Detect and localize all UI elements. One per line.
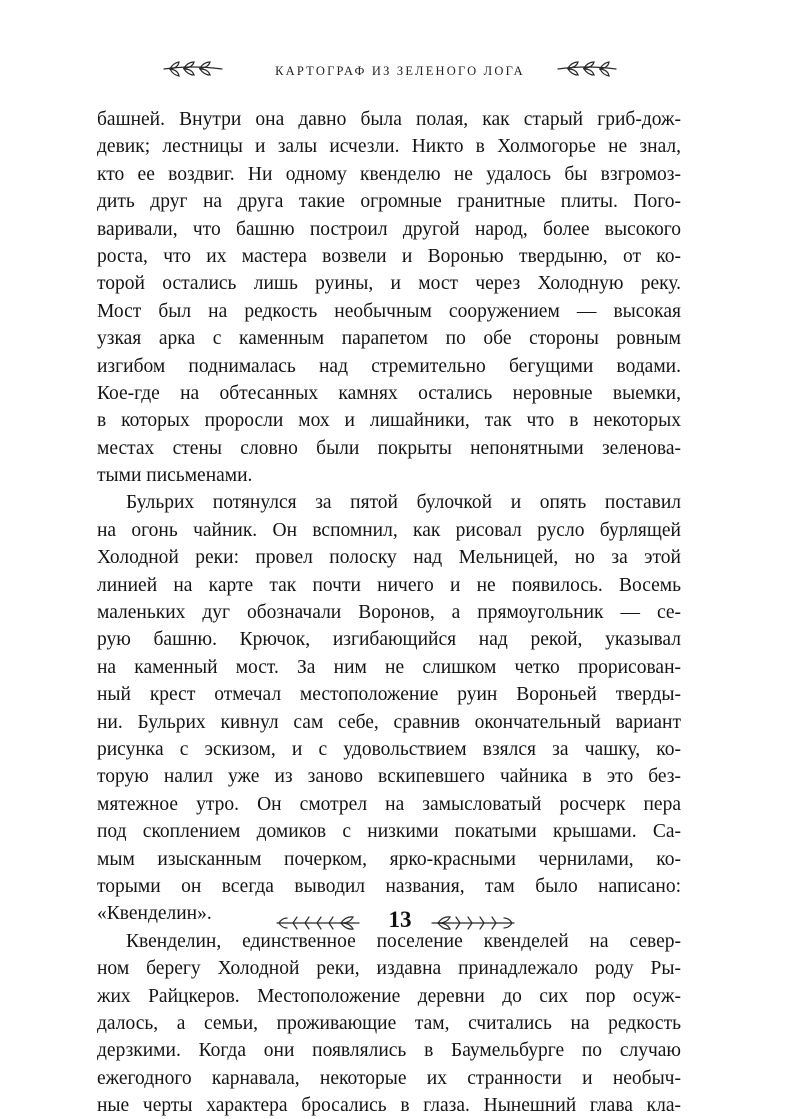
text-line: девик; лестницы и залы исчезли. Никто в Холмогорье не знал, — [97, 136, 681, 158]
text-line: торыми он всегда выводил названия, там было написано: — [97, 875, 681, 897]
page-footer — [0, 903, 800, 943]
text-line: ные черты характера бросались в глаза. Нынешний глава кла- — [97, 1095, 681, 1117]
right-leaf-ornament-icon — [556, 59, 618, 79]
text-line: на огонь чайник. Он вспомнил, как рисовал русло бурлящей — [97, 519, 681, 541]
text-line: рую башню. Крючок, изгибающийся над рекой, указывал — [97, 629, 681, 651]
text-line: линией на карте так почти ничего и не появилось. Восемь — [97, 574, 681, 596]
text-line: Кое-где на обтесанных камнях остались неровные выемки, — [97, 382, 681, 404]
running-header — [0, 50, 800, 90]
text-line: ном берегу Холодной реки, издавна принадлежало роду Ры- — [97, 958, 681, 980]
page-body-text — [97, 106, 681, 1119]
page-number: 13 — [388, 907, 412, 932]
text-line: под скоплением домиков с низкими покатыми крышами. Са- — [97, 821, 681, 843]
text-line: изгибом поднималась над стремительно бегущими водами. — [97, 355, 681, 377]
text-line: Мост был на редкость необычным сооружением — высокая — [97, 300, 681, 322]
book-title: КАРТОГРАФ ИЗ ЗЕЛЕНОГО ЛОГА — [275, 64, 525, 78]
text-line: торую налил уже из заново вскипевшего чайника в это без- — [97, 766, 681, 788]
text-line: тыми письменами. — [97, 465, 253, 487]
text-line: варивали, что башню построил другой народ, более высокого — [97, 218, 681, 240]
text-line: кто ее воздвиг. Ни одному квенделю не удалось бы взгромоз- — [97, 163, 681, 185]
text-line: узкая арка с каменным парапетом по обе стороны ровным — [97, 328, 681, 350]
text-line: жих Райцкеров. Местоположение деревни до сих пор осуж- — [97, 985, 681, 1007]
text-line: ный крест отмечал местоположение руин Вороньей тверды- — [97, 684, 681, 706]
text-line: роста, что их мастера возвели и Воронью твердыню, от ко- — [97, 245, 681, 267]
text-line: далось, а семьи, проживающие там, считались на редкость — [97, 1012, 681, 1034]
text-line: в которых проросли мох и лишайники, так что в некоторых — [97, 410, 681, 432]
text-line: маленьких дуг обозначали Воронов, а прямоугольник — се- — [97, 602, 681, 624]
right-vine-ornament-icon — [430, 913, 516, 933]
text-line: мым изысканным почерком, ярко-красными чернилами, ко- — [97, 848, 681, 870]
text-line: местах стены словно были покрыты непонятными зеленова- — [97, 437, 681, 459]
text-line: «Квенделин». — [97, 903, 212, 925]
text-line: Бульрих потянулся за пятой булочкой и опять поставил — [126, 492, 681, 514]
text-line: башней. Внутри она давно была полая, как старый гриб-дож- — [97, 109, 681, 130]
text-line: ни. Бульрих кивнул сам себе, сравнив окончательный вариант — [97, 711, 681, 733]
text-line: на каменный мост. За ним не слишком четко прорисован- — [97, 656, 681, 678]
text-line: рисунка с эскизом, и с удовольствием взялся за чашку, ко- — [97, 738, 681, 760]
text-line: торой остались лишь руины, и мост через Холодную реку. — [97, 273, 681, 295]
text-line: ежегодного карнавала, некоторые их странности и необыч- — [97, 1067, 681, 1089]
text-line: Квенделин, единственное поселение квенделей на север- — [126, 930, 681, 952]
text-line: мятежное утро. Он смотрел на замысловатый росчерк пера — [97, 793, 681, 815]
text-line: Холодной реки: провел полоску над Мельницей, но за этой — [97, 547, 681, 569]
text-line: дерзкими. Когда они появлялись в Баумельбурге по случаю — [97, 1040, 681, 1062]
text-line: дить друг на друга такие огромные гранитные плиты. Пого- — [97, 191, 681, 213]
